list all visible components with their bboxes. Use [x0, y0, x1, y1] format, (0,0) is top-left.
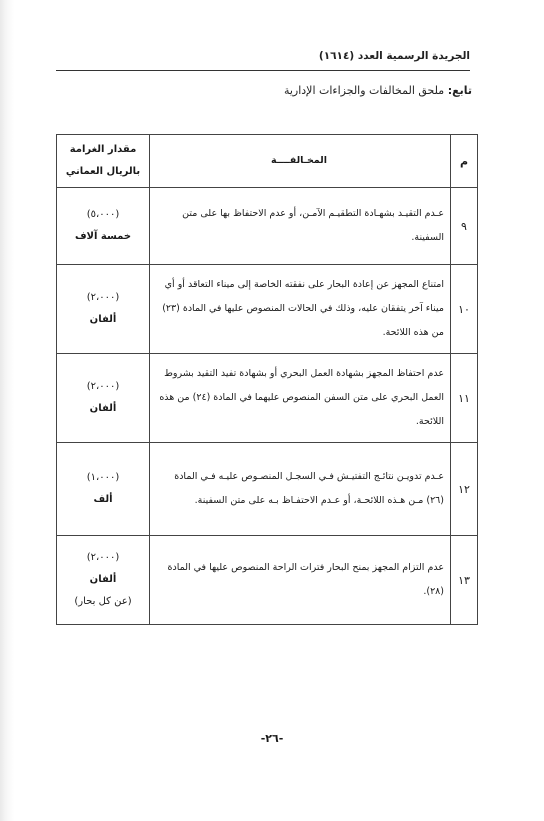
table-row [57, 265, 478, 354]
row-number: ١١ [451, 354, 478, 443]
row-number: ١٢ [451, 443, 478, 536]
table-row [57, 443, 478, 536]
header-rule [56, 70, 470, 71]
row-number: ١٣ [451, 536, 478, 625]
fine-amount: (١،٠٠٠) [86, 472, 120, 483]
table-header-row [57, 135, 478, 188]
fine-words: ألفان [89, 403, 117, 414]
row-violation: عـدم تدويـن نتائـج التفتيـش فـي السجـل المنصـوص عليـه فـي المادة (٢٦) مـن هـذه اللائحـة، أو عـدم الاحتفـاظ بـه على متن السفينة. [150, 443, 451, 536]
row-number: ١٠ [451, 265, 478, 354]
row-violation: امتناع المجهز عن إعادة البحار على نفقته الخاصة إلى ميناء التعاقد أو أي ميناء آخر يتفقان عليه، وذلك في الحالات المنصوص عليها في المادة (٢٣) من هذه اللائحة. [150, 265, 451, 354]
row-fine [57, 354, 150, 443]
row-fine [57, 265, 150, 354]
table-row [57, 536, 478, 625]
table-row [57, 188, 478, 265]
row-fine [57, 188, 150, 265]
subtitle-text: ملحق المخالفات والجزاءات الإدارية [283, 84, 445, 97]
subtitle-prefix: تابع: [447, 84, 472, 97]
row-fine [57, 443, 150, 536]
fine-words: ألفان [89, 574, 117, 585]
header-violation: المخـالفــــة [150, 135, 451, 188]
fine-amount: (٥،٠٠٠) [86, 209, 120, 220]
header-fine-line1: مقدار الغرامة [69, 144, 137, 155]
row-violation: عدم التزام المجهز بمنح البحار فترات الراحة المنصوص عليها في المادة (٢٨). [150, 536, 451, 625]
row-number: ٩ [451, 188, 478, 265]
page-number: -٢٦- [260, 732, 284, 745]
header-fine-line2: بالريال العماني [65, 166, 141, 177]
row-violation: عدم احتفاظ المجهز بشهادة العمل البحري أو بشهادة تفيد التقيد بشروط العمل البحري على متن السفن المنصوص عليهما في المادة (٢٤) من هذه اللائحة. [150, 354, 451, 443]
fine-amount: (٢،٠٠٠) [86, 381, 120, 392]
fine-words: ألفان [89, 314, 117, 325]
violations-table [56, 134, 478, 625]
row-violation: عـدم التقيـد بشهـادة التطقيـم الآمـن، أو عدم الاحتفاظ بها على متن السفينة. [150, 188, 451, 265]
header-fine [57, 135, 150, 188]
header-number: م [451, 135, 478, 188]
fine-amount: (٢،٠٠٠) [86, 292, 120, 303]
gazette-header [56, 50, 470, 70]
fine-words: ألف [93, 494, 113, 505]
section-subtitle [56, 84, 472, 97]
row-fine [57, 536, 150, 625]
fine-amount: (٢،٠٠٠) [86, 552, 120, 563]
table-row [57, 354, 478, 443]
fine-words: خمسة آلاف [74, 231, 132, 242]
gazette-title: الجريدة الرسمية العدد (١٦١٤) [318, 50, 470, 62]
fine-note: (عن كل بحار) [74, 596, 132, 607]
